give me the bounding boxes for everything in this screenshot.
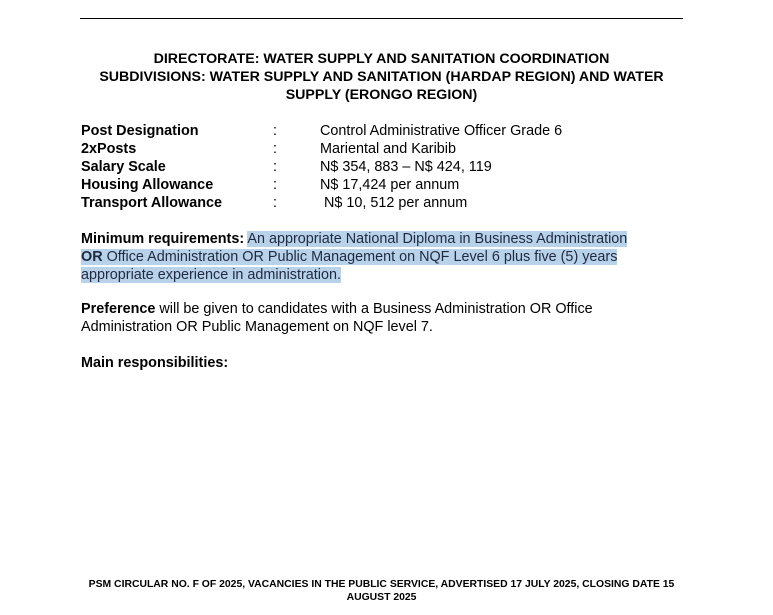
detail-label: Housing Allowance bbox=[81, 177, 214, 193]
detail-row-post-designation bbox=[81, 122, 701, 140]
selected-text[interactable]: Office Administration OR Public Management on NQF Level 6 plus five (5) years bbox=[106, 249, 618, 265]
detail-colon: : bbox=[273, 177, 277, 193]
detail-label: Post Designation bbox=[81, 123, 199, 139]
detail-label: Transport Allowance bbox=[81, 195, 223, 211]
selected-text[interactable]: appropriate experience in administration. bbox=[81, 267, 341, 283]
detail-label: Salary Scale bbox=[81, 159, 166, 175]
main-responsibilities-heading: Main responsibilities: bbox=[81, 355, 229, 371]
minimum-requirements-paragraph bbox=[81, 230, 686, 284]
selected-text[interactable]: An appropriate National Diploma in Business Administration bbox=[247, 231, 628, 247]
detail-row-housing-allowance bbox=[81, 176, 701, 194]
top-rule bbox=[80, 18, 683, 19]
detail-colon: : bbox=[273, 159, 277, 175]
detail-value: N$ 10, 512 per annum bbox=[324, 195, 468, 211]
or-keyword[interactable]: OR bbox=[81, 249, 103, 265]
footer-line-1: PSM CIRCULAR NO. F OF 2025, VACANCIES IN THE PUBLIC SERVICE, ADVERTISED 17 JULY 2025, CLOSING DATE 15 bbox=[88, 579, 675, 590]
detail-value: N$ 354, 883 – N$ 424, 119 bbox=[320, 159, 492, 175]
detail-colon: : bbox=[273, 195, 277, 211]
heading-line-1: DIRECTORATE: WATER SUPPLY AND SANITATION COORDINATION bbox=[153, 51, 610, 67]
footer-line-2: AUGUST 2025 bbox=[346, 592, 417, 603]
detail-value: N$ 17,424 per annum bbox=[320, 177, 460, 193]
post-details bbox=[81, 122, 701, 212]
detail-value: Mariental and Karibib bbox=[320, 141, 456, 157]
preference-label: Preference bbox=[81, 301, 156, 317]
directorate-heading bbox=[80, 50, 683, 104]
preference-text: will be given to candidates with a Business Administration OR Office Administration OR Public Management on NQF level 7. bbox=[81, 301, 593, 335]
preference-paragraph bbox=[81, 300, 686, 336]
detail-row-transport-allowance bbox=[81, 194, 701, 212]
detail-label: 2xPosts bbox=[81, 141, 137, 157]
minimum-requirements-label: Minimum requirements: bbox=[81, 231, 245, 247]
detail-colon: : bbox=[273, 123, 277, 139]
heading-line-3: SUPPLY (ERONGO REGION) bbox=[285, 87, 478, 103]
heading-line-2: SUBDIVISIONS: WATER SUPPLY AND SANITATION (HARDAP REGION) AND WATER bbox=[99, 69, 664, 85]
page-footer bbox=[80, 578, 683, 604]
detail-value: Control Administrative Officer Grade 6 bbox=[320, 123, 563, 139]
detail-colon: : bbox=[273, 141, 277, 157]
detail-row-posts bbox=[81, 140, 701, 158]
detail-row-salary-scale bbox=[81, 158, 701, 176]
